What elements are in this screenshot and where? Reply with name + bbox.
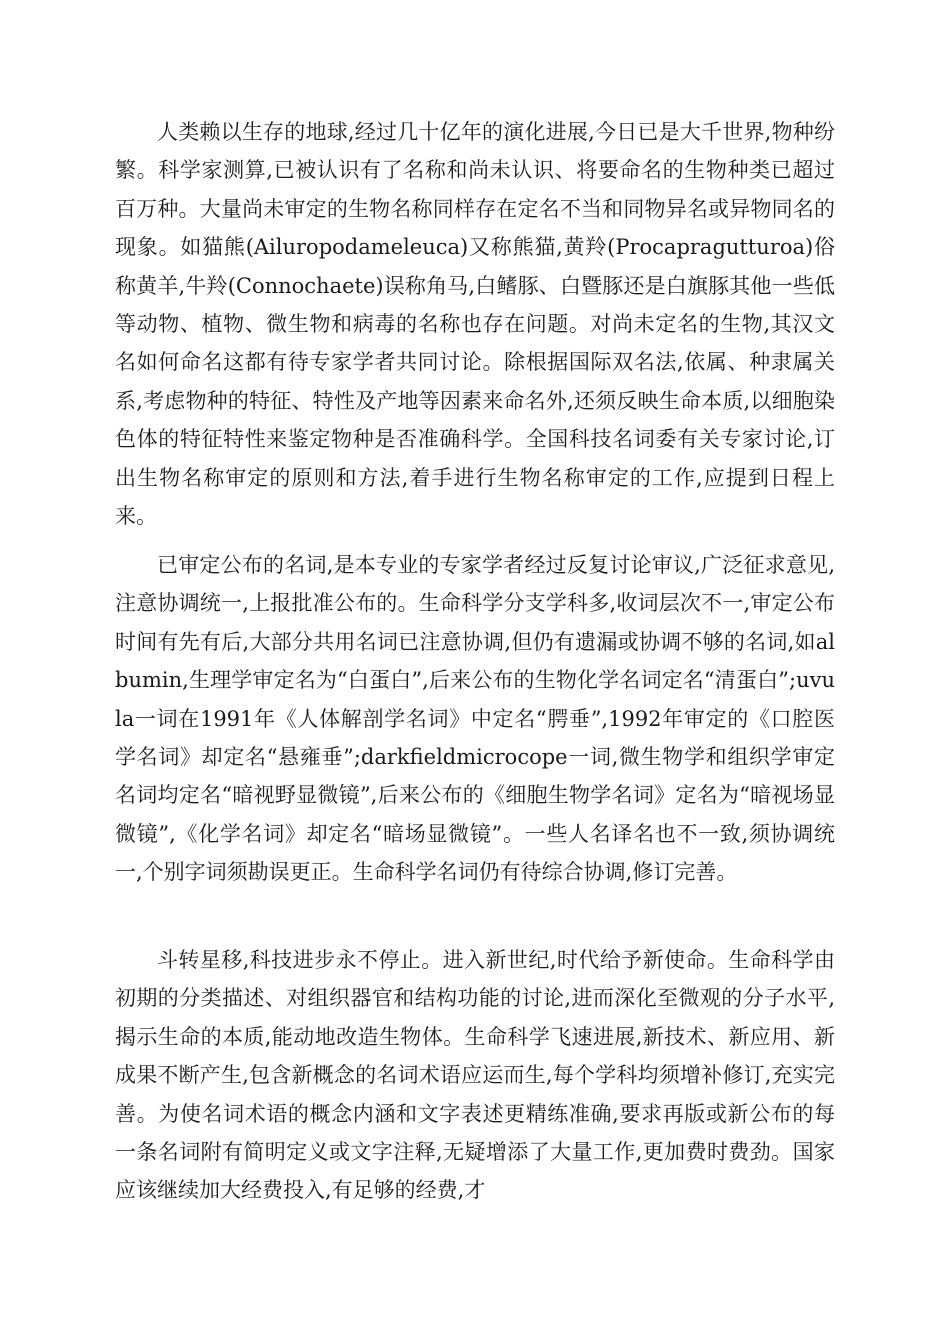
paragraph-3: 斗转星移,科技进步永不停止。进入新世纪,时代给予新使命。生命科学由初期的分类描述、对组织器官和结构功能的讨论,进而深化至微观的分子水平,揭示生命的本质,能动地改造生物体。生命科学飞速进展,新技术、新应用、新成果不断产生,包含新概念的名词术语应运而生,每个学科均须增补修订,充实完善。为使名词术语的概念内涵和文字表述更精练准确,要求再版或新公布的每一条名词附有简明定义或文字注释,无疑增添了大量工作,更加费时费劲。国家应该继续加大经费投入,有足够的经费,才 [115,948,835,1203]
paragraph-2: 已审定公布的名词,是本专业的专家学者经过反复讨论审议,广泛征求意见,注意协调统一,上报批准公布的。生命科学分支学科多,收词层次不一,审定公布时间有先有后,大部分共用名词已注意协调,但仍有遗漏或协调不够的名词,如albumin,生理学审定名为“白蛋白”,后来公布的生物化学名词定名“清蛋白”;uvula一词在1991年《人体解剖学名词》中定名“腭垂”,1992年审定的《口腔医学名词》却定名“悬雍垂”;darkfieldmicrocope一词,微生物学和组织学审定名词均定名“暗视野显微镜”,后来公布的《细胞生物学名词》定名为“暗视场显微镜”,《化学名词》却定名“暗场显微镜”。一些人名译名也不一致,须协调统一,个别字词须勘误更正。生命科学名词仍有待综合协调,修订完善。 [115,553,835,885]
paragraph-1: 人类赖以生存的地球,经过几十亿年的演化进展,今日已是大千世界,物种纷繁。科学家测算,已被认识有了名称和尚未认识、将要命名的生物种类已超过百万种。大量尚未审定的生物名称同样存在定名不当和同物异名或异物同名的现象。如猫熊(Ailuropodameleuca)又称熊猫,黄羚(Procapragutturoa)俗称黄羊,牛羚(Connochaete)误称角马,白鳍豚、白暨豚还是白旗豚其他一些低等动物、植物、微生物和病毒的名称也存在问题。对尚未定名的生物,其汉文名如何命名这都有待专家学者共同讨论。除根据国际双名法,依属、种隶属关系,考虑物种的特征、特性及产地等因素来命名外,还须反映生命本质,以细胞染色体的特征特性来鉴定物种是否准确科学。全国科技名词委有关专家讨论,订出生物名称审定的原则和方法,着手进行生物名称审定的工作,应提到日程上来。 [115,120,835,529]
